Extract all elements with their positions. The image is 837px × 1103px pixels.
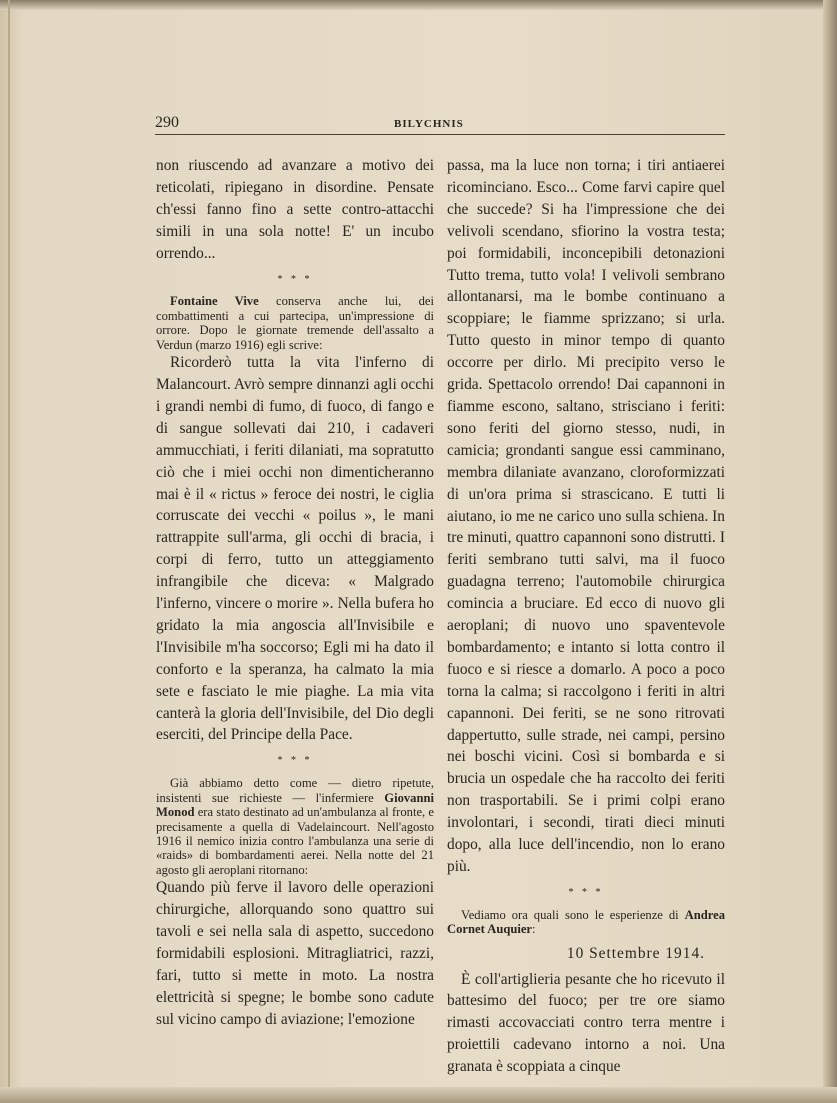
- intro-text-3b: :: [532, 922, 536, 937]
- section-separator-2: * * *: [277, 755, 313, 767]
- intro-text-1: conserva anche lui, dei combattimenti a cui partecipa, un'impressione di orrore. Dopo le giornate tremende dell'assalto a Verdun (marzo 1916) egli scrive:: [156, 294, 434, 352]
- page-number: 290: [155, 114, 179, 131]
- intro-cornet-auquier: [447, 908, 725, 937]
- left-paragraph-1: non riuscendo ad avanzare a motivo dei reticolati, ripiegano in disordine. Pensate ch'essi fanno fino a sette contro-attacchi simili in una sola notte! E' un incubo orrendo...: [156, 157, 434, 262]
- left-paragraph-2: Ricorderò tutta la vita l'inferno di Malancourt. Avrò sempre dinnanzi agli occhi i grandi nembi di fumo, di fuoco, di fango e di sangue sollevati dai 210, i cadaveri ammucchiati, i feriti dilaniati, ma sopratutto ciò che i miei occhi non dimenticheranno mai è il « rictus » feroce dei nostri, le ciglia corruscate dei vecchi « poilus », le mani rattrappite sull'arma, gli occhi di bracia, i corpi di ferro, tutto un atteggiamento infrangibile che diceva: « Malgrado l'inferno, vincere o morire ». Nella bufera ho gridato la mia angoscia all'Invisibile e l'Invisibile m'ha soccorso; Egli mi ha dato il conforto e la speranza, ha calmato la mia sete e fasciato le mie piaghe. La mia vita canterà la gloria dell'Invisibile, del Dio degli eserciti, del Principe della Pace.: [156, 354, 434, 744]
- page-header: [155, 112, 725, 136]
- intro-text-2b: era stato destinato ad un'ambulanza al fronte, e precisamente a quella di Vadelaincourt. Nell'agosto 1916 il nemico inizia contro l'ambulanza una serie di «raids» di bombardamenti aerei. Nella notte del 21 agosto gli aeroplani ritornano:: [156, 805, 434, 877]
- author-name-cornet-auquier: Andrea Cornet Auquier: [447, 907, 725, 937]
- page-right-edge: [823, 0, 837, 1103]
- diary-date: 10 Settembre 1914.: [566, 944, 705, 962]
- page-top-edge: [0, 0, 837, 10]
- page-left-edge: [8, 0, 10, 1103]
- page-bottom-edge: [0, 1087, 837, 1103]
- intro-text-2a: Già abbiamo detto come — dietro ripetute, insistenti sue richieste — l'infermiere: [156, 776, 434, 805]
- intro-giovanni-monod: [156, 776, 434, 877]
- right-column: [447, 155, 725, 1078]
- intro-fontaine-vive: [156, 294, 434, 352]
- right-paragraph-1: passa, ma la luce non torna; i tiri antiaerei ricominciano. Esco... Come farvi capire quel che succede? Si ha l'impressione che dei velivoli scendano, sfiorino la vostra testa; poi formidabili, inconcepibili detonazioni Tutto trema, tutto vola! I velivoli sembrano allontanarsi, ma le bombe continuano a scoppiare; le fiamme sprizzano; si urla. Tutto questo in minor tempo di quanto occorre per dirlo. Mi precipito verso le grida. Spettacolo orrendo! Dai capannoni in fiamme escono, saltano, strisciano i feriti: sono feriti del giorno stesso, nudi, in camicia; grondanti sangue essi camminano, membra dilaniate avanzano, cloroformizzati di un'ora prima si strascicano. E tutti li aiutano, io me ne carico uno sulla schiena. In tre minuti, quattro capannoni sono distrutti. I feriti sembrano tutti salvi, ma il fuoco guadagna terreno; l'automobile chirurgica comincia a bruciare. Ed ecco di nuovo gli aeroplani; di nuovo uno spaventevole bombardamento; e intanto si lotta contro il fuoco e si riesce a domarlo. A poco a poco torna la calma; si raccolgono i feriti in altri capannoni. Dei feriti, se ne sono ritrovati dappertutto, sulle strade, nei campi, persino nei boschi vicini. Così si bombarda e si brucia un ospedale che ha raccolto dei feriti non trasportabili. Se i primi colpi erano involontari, i secondi, tirati dieci minuti dopo, alla luce dell'incendio, non lo erano più.: [447, 157, 725, 875]
- header-rule: [155, 134, 725, 135]
- left-paragraph-3: Quando più ferve il lavoro delle operazioni chirurgiche, allorquando sono quattro sui tavoli e sei nella sala di aspetto, succedono formidabili esplosioni. Mitragliatrici, razzi, fari, tutto si mette in moto. La nostra elettricità si spegne; le bombe sono cadute sul vicino campo di aviazione; l'emozione: [156, 879, 434, 1028]
- left-column: [156, 155, 434, 1030]
- section-separator-3: * * *: [568, 886, 604, 898]
- author-name-giovanni-monod: Giovanni Monod: [156, 790, 434, 820]
- intro-text-3a: Vediamo ora quali sono le esperienze di: [461, 907, 685, 922]
- running-title: BILYCHNIS: [394, 118, 464, 130]
- author-name-fontaine-vive: Fontaine Vive: [170, 294, 259, 309]
- section-separator-1: * * *: [277, 273, 313, 285]
- right-paragraph-2: È coll'artiglieria pesante che ho ricevuto il battesimo del fuoco; per tre ore siamo rimasti accovacciati contro terra mentre i proiettili cadevano intorno a noi. Una granata è scoppiata a cinque: [447, 970, 725, 1076]
